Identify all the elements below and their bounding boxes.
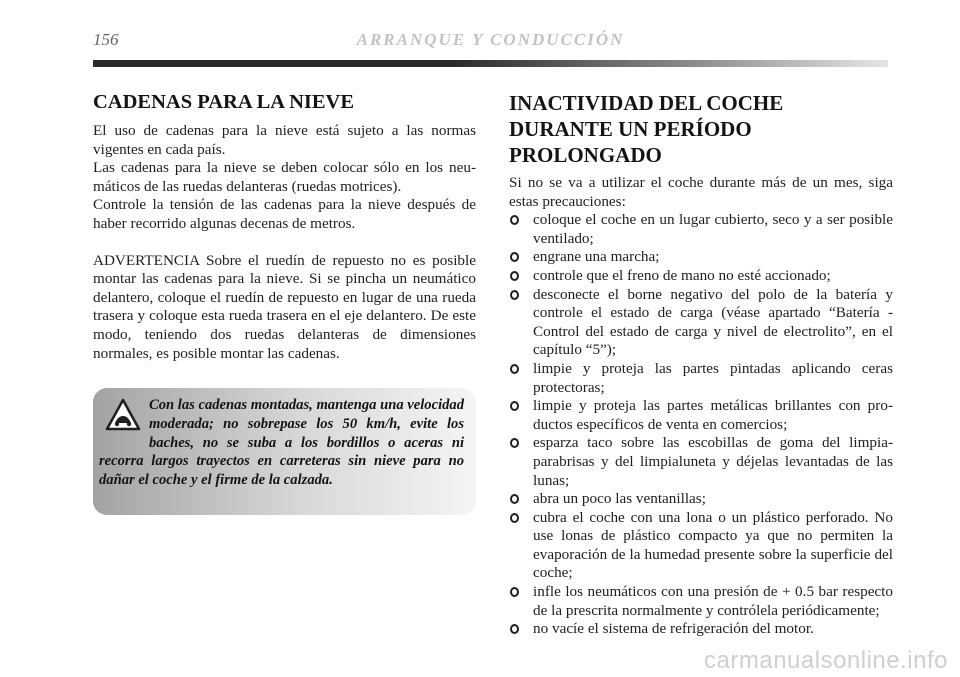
section-title: ARRANQUE Y CONDUCCIÓN: [356, 30, 625, 49]
paragraph: El uso de cadenas para la nieve está sujeto a las normas vigentes en cada país.: [93, 122, 476, 158]
list-item-text: esparza taco sobre las escobillas de goma del limpiaparabrisas y del limpialuneta y déjelas levantadas de las lunas;: [533, 434, 893, 489]
list-item: [509, 509, 893, 583]
list-item-text: desconecte el borne negativo del polo de la batería y controle el estado de carga (véase apartado “Batería - Control del estado de carga y nivel de electrolito”, en el capítulo “5”);: [533, 285, 893, 359]
circle-bullet-icon: [510, 215, 519, 225]
circle-bullet-icon: [510, 401, 519, 411]
circle-bullet-icon: [510, 364, 519, 374]
left-column: [93, 90, 476, 363]
list-item: [509, 583, 893, 620]
page-number: 156: [93, 30, 119, 49]
list-item: [509, 211, 893, 248]
list-item: [509, 397, 893, 434]
list-item: [509, 620, 893, 639]
paragraph: Las cadenas para la nieve se deben colocar sólo en los neumáticos de las ruedas delanteras (ruedas motrices).: [93, 159, 476, 195]
list-item-text: no vacíe el sistema de refrigeración del motor.: [533, 620, 814, 638]
warning-text-block: [99, 396, 464, 490]
circle-bullet-icon: [510, 494, 519, 504]
watermark: carmanualsonline.info: [704, 647, 948, 674]
paragraph: Controle la tensión de las cadenas para la nieve después de haber recorrido algunas decenas de metros.: [93, 196, 476, 232]
circle-bullet-icon: [510, 513, 519, 523]
list-item: [509, 490, 893, 509]
inactivity-title: INACTIVIDAD DEL COCHE DURANTE UN PERÍODO PROLONGADO: [509, 91, 784, 167]
precautions-list: [509, 211, 893, 639]
list-item: [509, 286, 893, 360]
snow-chains-title: CADENAS PARA LA NIEVE: [93, 91, 355, 113]
advertencia-paragraph: ADVERTENCIA Sobre el ruedín de repuesto no es posible montar las cadenas para la nieve. Si se pincha un neumático delantero, coloque el ruedín de repuesto en lugar de una rueda trasera y coloque esta rueda trasera en el eje delantero. De este modo, teniendo dos ruedas delanteras de dimensiones normales, es posible montar las cadenas.: [93, 251, 476, 362]
list-item-text: coloque el coche en un lugar cubierto, seco y a ser posible ventilado;: [533, 211, 893, 247]
list-item: [509, 434, 893, 490]
warning-text: Con las cadenas montadas, mantenga una velocidad moderada; no sobrepase los 50 km/h, evite los baches, no se suba a los bordillos o aceras ni recorra largos trayectos en carreteras sin nieve para no dañar el coche y el firme de la calzada.: [99, 397, 465, 489]
list-item-text: limpie y proteja las partes metálicas brillantes con productos específicos de venta en comercios;: [533, 397, 893, 433]
list-item-text: abra un poco las ventanillas;: [533, 490, 706, 508]
intro-paragraph: Si no se va a utilizar el coche durante más de un mes, siga estas precauciones:: [509, 174, 893, 210]
warning-box: [93, 388, 476, 515]
circle-bullet-icon: [510, 252, 519, 262]
circle-bullet-icon: [510, 587, 519, 597]
header-rule: [93, 60, 888, 67]
list-item-text: engrane una marcha;: [533, 248, 660, 266]
list-item-text: controle que el freno de mano no esté accionado;: [533, 266, 831, 284]
list-item: [509, 248, 893, 267]
list-item: [509, 267, 893, 286]
list-item-text: cubra el coche con una lona o un plástico perforado. No use lonas de plástico compacto ya que no permiten la evaporación de la humedad presente sobre la superficie del coche;: [533, 508, 893, 582]
list-item: [509, 360, 893, 397]
circle-bullet-icon: [510, 624, 519, 634]
list-item-text: infle los neumáticos con una presión de + 0.5 bar respecto de la prescrita normalmente y contrólela periódicamente;: [533, 583, 893, 619]
circle-bullet-icon: [510, 290, 519, 300]
list-item-text: limpie y proteja las partes pintadas aplicando ceras protectoras;: [533, 359, 893, 396]
page-header: [93, 30, 888, 52]
right-column: [509, 90, 893, 639]
circle-bullet-icon: [510, 271, 519, 281]
circle-bullet-icon: [510, 438, 519, 448]
